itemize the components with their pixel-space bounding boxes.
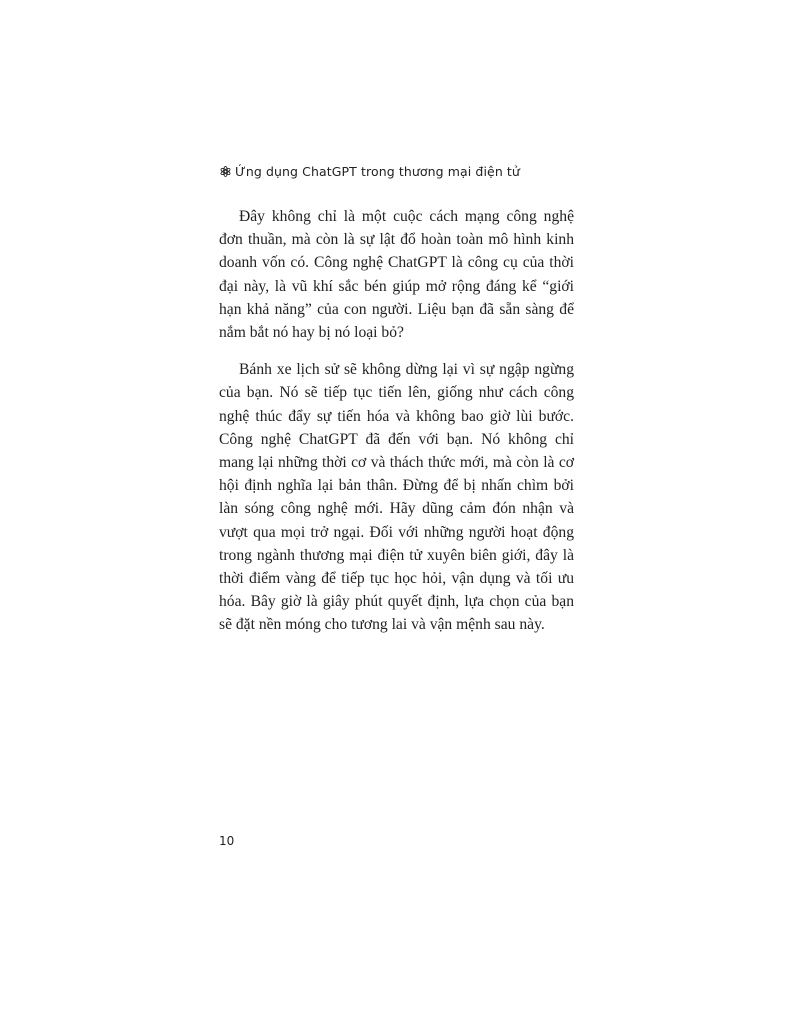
running-header (219, 164, 520, 179)
paragraph: Bánh xe lịch sử sẽ không dừng lại vì sự ngập ngừng của bạn. Nó sẽ tiếp tục tiến lên, giống như cách công nghệ thúc đẩy sự tiến hóa và không bao giờ lùi bước. Công nghệ ChatGPT đã đến với bạn. Nó không chỉ mang lại những thời cơ và thách thức mới, mà còn là cơ hội định nghĩa lại bản thân. Đừng để bị nhấn chìm bởi làn sóng công nghệ mới. Hãy dũng cảm đón nhận và vượt qua mọi trở ngại. Đối với những người hoạt động trong ngành thương mại điện tử xuyên biên giới, đây là thời điểm vàng để tiếp tục học hỏi, vận dụng và tối ưu hóa. Bây giờ là giây phút quyết định, lựa chọn của bạn sẽ đặt nền móng cho tương lai và vận mệnh sau này. (219, 361, 574, 634)
paragraph: Đây không chỉ là một cuộc cách mạng công nghệ đơn thuần, mà còn là sự lật đổ hoàn toàn mô hình kinh doanh vốn có. Công nghệ ChatGPT là công cụ của thời đại này, là vũ khí sắc bén giúp mở rộng đáng kể “giới hạn khả năng” của con người. Liệu bạn đã sẵn sàng để nắm bắt nó hay bị nó loại bỏ? (219, 208, 574, 342)
body-text (219, 205, 574, 651)
chatgpt-logo-icon (219, 165, 232, 178)
page-number: 10 (219, 834, 235, 848)
running-header-title: Ứng dụng ChatGPT trong thương mại điện tử (235, 164, 520, 179)
